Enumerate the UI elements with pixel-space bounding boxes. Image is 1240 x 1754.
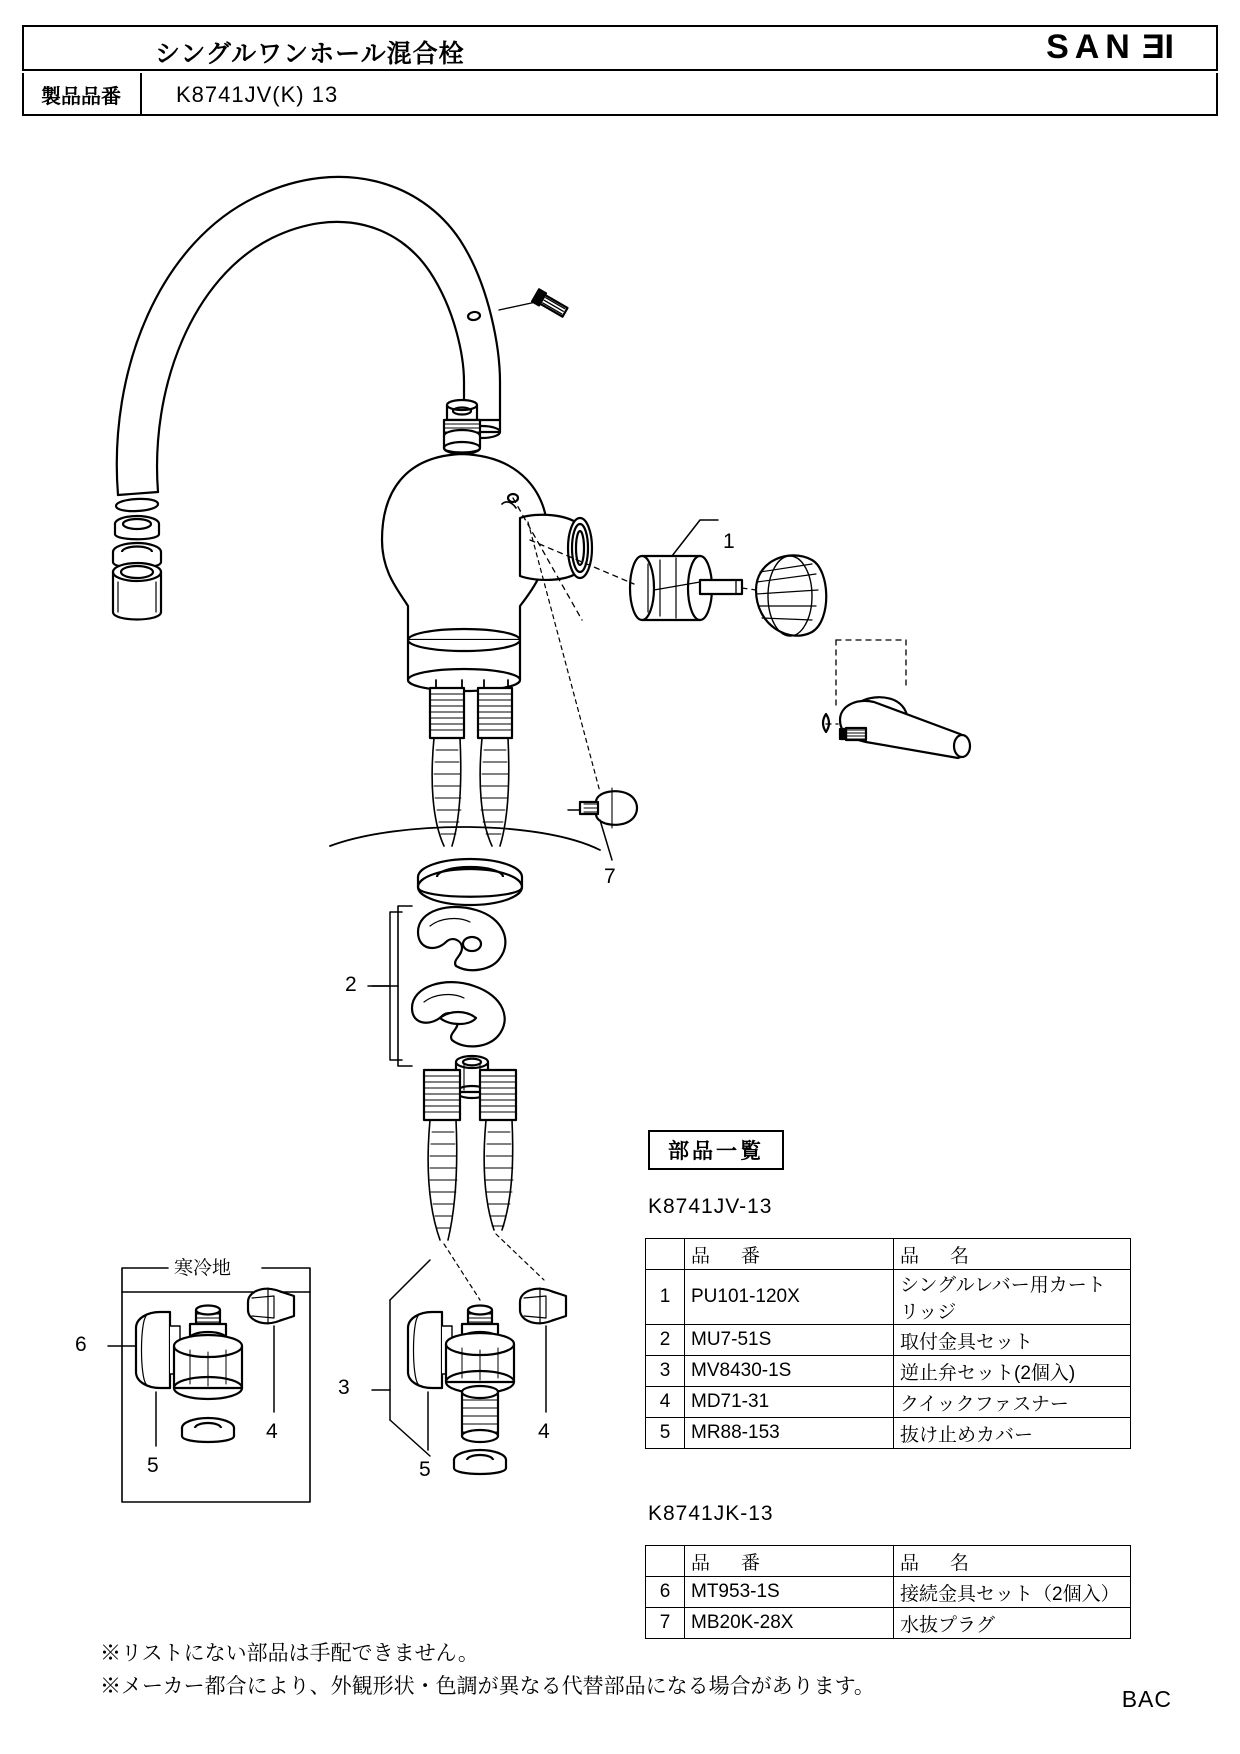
table-header-row [646, 1546, 1131, 1577]
brand-logo: SANEI [1046, 28, 1180, 66]
column-index [646, 1239, 685, 1270]
parts-table-jk [645, 1545, 1131, 1639]
callout-5-right: 5 [419, 1458, 431, 1481]
column-name: 品 名 [894, 1546, 1131, 1577]
table-row [646, 1387, 1131, 1418]
callout-1: 1 [723, 530, 735, 553]
row-code: MD71-31 [685, 1387, 894, 1418]
row-code: MB20K-28X [685, 1608, 894, 1639]
cold-region-label: 寒冷地 [174, 1258, 232, 1279]
callout-4-left: 4 [266, 1420, 278, 1443]
row-index: 4 [646, 1387, 685, 1418]
row-index: 3 [646, 1356, 685, 1387]
row-code: PU101-120X [685, 1270, 894, 1325]
table-row [646, 1356, 1131, 1387]
row-index: 2 [646, 1325, 685, 1356]
column-name: 品 名 [894, 1239, 1131, 1270]
callout-3: 3 [338, 1376, 350, 1399]
row-index: 7 [646, 1608, 685, 1639]
table-row [646, 1270, 1131, 1325]
row-code: MR88-153 [685, 1418, 894, 1449]
row-name: 逆止弁セット(2個入) [894, 1356, 1131, 1387]
row-code: MV8430-1S [685, 1356, 894, 1387]
note-line-1: ※リストにない部品は手配できません。 [100, 1642, 479, 1665]
row-name: クイックファスナー [894, 1387, 1131, 1418]
callout-7: 7 [604, 865, 616, 888]
product-code-label-cell [22, 73, 142, 116]
row-name: 接続金具セット（2個入） [894, 1577, 1131, 1608]
row-index: 6 [646, 1577, 685, 1608]
column-code: 品 番 [685, 1546, 894, 1577]
product-code-label: 製品品番 [41, 86, 121, 108]
callout-2: 2 [345, 973, 357, 996]
row-code: MT953-1S [685, 1577, 894, 1608]
parts-model-label-2: K8741JK-13 [648, 1502, 774, 1525]
table-row [646, 1418, 1131, 1449]
page-title: シングルワンホール混合栓 [155, 40, 465, 68]
parts-table-jv [645, 1238, 1131, 1449]
table-row [646, 1325, 1131, 1356]
note-line-2: ※メーカー都合により、外観形状・色調が異なる代替部品になる場合があります。 [100, 1674, 875, 1698]
row-index: 1 [646, 1270, 685, 1325]
table-row [646, 1608, 1131, 1639]
parts-list-heading: 部品一覧 [648, 1130, 784, 1170]
row-name: 取付金具セット [894, 1325, 1131, 1356]
callout-5-left: 5 [147, 1454, 159, 1477]
column-code: 品 番 [685, 1239, 894, 1270]
parts-model-label-1: K8741JV-13 [648, 1195, 773, 1218]
table-row [646, 1577, 1131, 1608]
column-index [646, 1546, 685, 1577]
row-name: 水抜プラグ [894, 1608, 1131, 1639]
row-name: 抜け止めカバー [894, 1418, 1131, 1449]
row-code: MU7-51S [685, 1325, 894, 1356]
footer-code: BAC [1121, 1686, 1172, 1712]
callout-4-right: 4 [538, 1420, 550, 1443]
callout-6: 6 [75, 1333, 87, 1356]
row-index: 5 [646, 1418, 685, 1449]
footer-notes [100, 1638, 875, 1703]
row-name: シングルレバー用カートリッジ [894, 1270, 1131, 1325]
table-header-row [646, 1239, 1131, 1270]
product-code-value: K8741JV(K) 13 [176, 82, 339, 107]
